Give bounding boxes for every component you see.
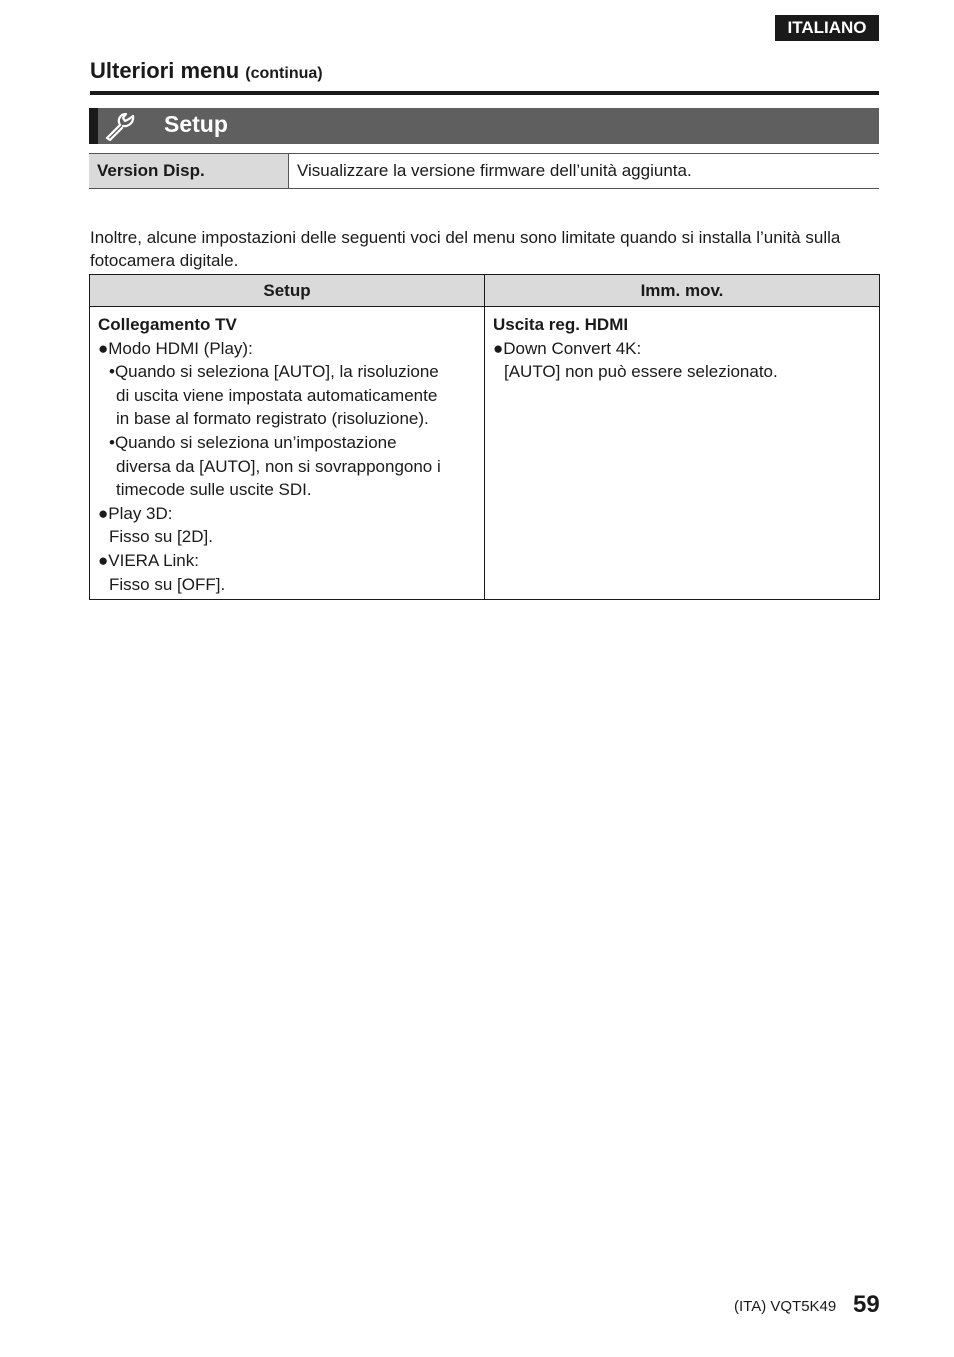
wrench-icon (103, 110, 137, 142)
list-item: [AUTO] non può essere selezionato. (504, 362, 778, 382)
section-heading (90, 58, 323, 84)
header-setup: Setup (90, 275, 485, 306)
list-item: di uscita viene impostata automaticamente (116, 385, 438, 405)
list-item: in base al formato registrato (risoluzione). (116, 409, 429, 429)
limits-table (89, 274, 880, 600)
version-disp-description: Visualizzare la versione firmware dell’unità aggiunta. (297, 161, 692, 180)
limits-table-body (90, 307, 879, 600)
imm-mov-cell (485, 307, 879, 600)
limits-table-header (90, 275, 879, 307)
header-imm-mov: Imm. mov. (640, 280, 724, 300)
setup-cell (90, 307, 485, 600)
list-item: ●Play 3D: (98, 503, 173, 523)
collegamento-tv-heading: Collegamento TV (98, 315, 237, 334)
uscita-reg-hdmi-heading: Uscita reg. HDMI (493, 315, 629, 334)
version-table (89, 153, 879, 189)
document-code: (ITA) VQT5K49 (734, 1298, 837, 1315)
intro-paragraph: Inoltre, alcune impostazioni delle seguenti voci del menu sono limitate quando si installa l’unità sulla fotocamera digitale. (90, 228, 841, 270)
list-item: timecode sulle uscite SDI. (116, 480, 312, 500)
heading-rule (90, 91, 879, 95)
list-item: ●Modo HDMI (Play): (98, 338, 253, 358)
setup-bar-lead (89, 108, 98, 144)
setup-bar (89, 108, 879, 144)
list-item: ●Down Convert 4K: (493, 338, 642, 358)
page-number: 59 (853, 1291, 880, 1318)
list-item: ●VIERA Link: (98, 550, 199, 570)
list-item: Fisso su [2D]. (109, 527, 213, 547)
version-disp-label: Version Disp. (89, 154, 289, 188)
language-badge: ITALIANO (775, 15, 879, 41)
section-title: Ulteriori menu (90, 58, 240, 83)
list-item: •Quando si seleziona un’impostazione (109, 432, 397, 452)
list-item: •Quando si seleziona [AUTO], la risoluzione (109, 362, 439, 382)
section-subtitle: (continua) (245, 65, 323, 82)
list-item: Fisso su [OFF]. (109, 574, 226, 594)
list-item: diversa da [AUTO], non si sovrappongono i (116, 456, 441, 476)
setup-title: Setup (164, 111, 228, 137)
